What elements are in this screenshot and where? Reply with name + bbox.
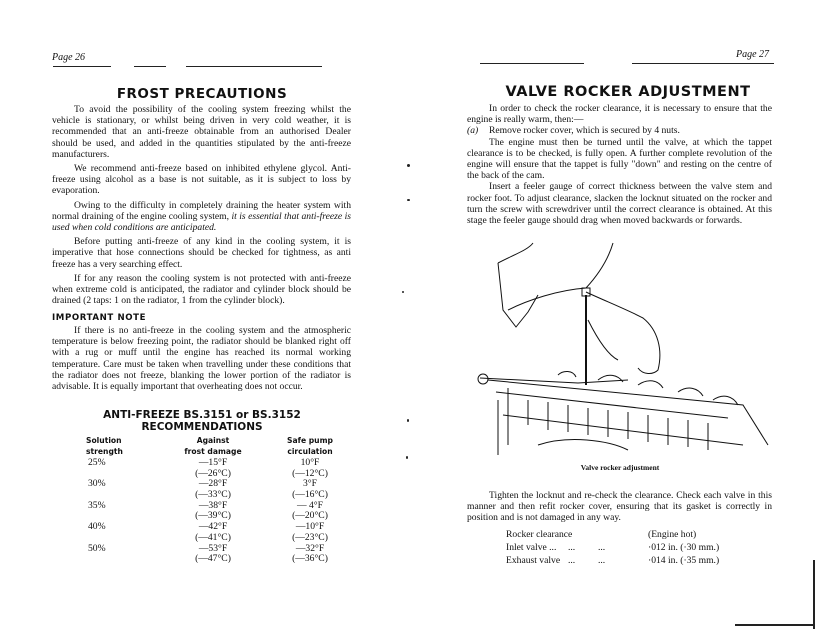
paragraph: In order to check the rocker clearance, it is necessary to ensure that the engine is really warm, then:—: [467, 103, 772, 126]
page-number: Page 27: [736, 49, 770, 60]
figure-caption: Valve rocker adjustment: [580, 463, 660, 472]
table-cell: 3°F: [303, 478, 317, 490]
table-cell: (—26°C): [195, 467, 231, 479]
table-cell: —32°F: [295, 542, 325, 554]
table-cell: 10°F: [300, 457, 320, 468]
table-cell: (—20°C): [292, 510, 328, 522]
binding-mark: [407, 419, 409, 422]
body-text: [52, 104, 351, 309]
paragraph: The engine must then be turned until the valve, at which the tappet clearance is to be checked, is fully open. A further complete revolution of the engine will ensure that the tappet is fully "down" and resting on the centre of the back of the cam.: [467, 136, 772, 182]
binding-mark: [402, 291, 404, 293]
emphasis-text: it is essential that anti-freeze is used when cold conditions are anticipated.: [52, 210, 352, 234]
paragraph: Tighten the locknut and re-check the clearance. Check each valve in this manner and then refit rocker cover, ensuring that its gasket is correctly in position and is not damaged in any way.: [467, 490, 772, 524]
column-frost-damage: [168, 435, 258, 565]
table-cell: —28°F: [198, 478, 228, 490]
column-header: Safe pump circulation: [287, 436, 333, 456]
table-cell: (—41°C): [195, 531, 231, 543]
column-solution-strength: [86, 435, 146, 565]
paragraph: If for any reason the cooling system is not protected with anti-freeze when extreme cold is anticipated, the radiator and cylinder block should be drained (2 taps: 1 on the radiator, 1 from the cylinder block).: [52, 272, 351, 307]
paragraph: Before putting anti-freeze of any kind in the cooling system, it is imperative that hose connections should be checked for tightness, as anti freeze has a very searching effect.: [52, 236, 351, 270]
left-page: [0, 0, 400, 629]
step-label: (a): [467, 125, 479, 137]
table-cell: (—39°C): [195, 510, 231, 522]
header-rule: [134, 66, 166, 67]
page-title: VALVE ROCKER ADJUSTMENT: [505, 84, 751, 100]
spec-heading: Rocker clearance: [506, 529, 573, 540]
table-cell: —53°F: [198, 542, 228, 554]
table-title: [52, 409, 352, 433]
spec-row: Exhaust valve ... ... ·014 in. (·35 mm.): [506, 554, 768, 567]
table-cell: —42°F: [198, 521, 228, 533]
spec-value: ·012 in. (·30 mm.): [648, 542, 720, 553]
rocker-clearance-spec: [506, 528, 768, 567]
header-rule: [632, 63, 774, 64]
table-cell: 50%: [88, 542, 106, 554]
valve-rocker-illustration: [468, 240, 773, 462]
page-number: Page 26: [52, 52, 86, 63]
spec-header: [506, 528, 768, 541]
spec-condition: (Engine hot): [648, 529, 697, 540]
step-a: [467, 125, 772, 136]
step-text: Remove rocker cover, which is secured by 4 nuts.: [489, 125, 680, 137]
table-cell: (—23°C): [292, 531, 328, 543]
binding-mark: [406, 456, 408, 459]
column-pump-circulation: [268, 435, 352, 565]
spec-value: ·014 in. (·35 mm.): [648, 555, 720, 566]
paragraph: If there is no anti-freeze in the cooling system and the atmospheric temperature is below freezing point, the radiator should be blanked right off with a rug or muff until the engine has reached its normal working temperature. Care must be taken when travelling under these conditions that the radiator does not freeze, blanking the lower portion of the radiator is advisable. It is equally important that overheating does not occur.: [52, 325, 351, 393]
paragraph-text: Owing to the difficulty in completely draining the heater system with normal draining of the engine cooling system,: [52, 199, 351, 222]
paragraph: We recommend anti-freeze based on inhibited ethylene glycol. Anti-freeze using alcohol as a base is not suitable, as it is subject to loss by evaporation.: [52, 163, 351, 197]
table-cell: 25%: [88, 457, 106, 468]
important-note: [52, 325, 351, 395]
table-cell: 40%: [88, 521, 106, 533]
table-cell: (—33°C): [195, 489, 231, 501]
right-page: [410, 0, 815, 629]
table-cell: (—47°C): [195, 553, 231, 565]
paragraph: Insert a feeler gauge of correct thickness between the valve stem and rocker foot. To adjust clearance, slacken the locknut situated on the rocker and turn the screw with screwdriver until the correct clearance is obtained. At this stage the feeler gauge should drag when moved backwards or forwards.: [467, 181, 772, 227]
column-header: Against frost damage: [184, 436, 242, 456]
body-text: [467, 103, 772, 229]
table-cell: (—16°C): [292, 489, 328, 501]
paragraph: To avoid the possibility of the cooling system freezing whilst the vehicle is stationary, or whilst being driven in very cold weather, it is recommended that an anti-freeze obtainable from an authorised Dealer should be used, and added in the quantities stipulated by the anti-freeze manufacturers.: [52, 104, 351, 160]
table-title-line: RECOMMENDATIONS: [141, 421, 263, 433]
page-title: FROST PRECAUTIONS: [116, 86, 288, 102]
spec-row: Inlet valve ... ... ... ·012 in. (·30 mm.): [506, 541, 768, 554]
table-title-line: ANTI-FREEZE BS.3151 or BS.3152: [103, 409, 301, 421]
important-note-heading: IMPORTANT NOTE: [52, 313, 147, 323]
table-cell: 30%: [88, 478, 106, 490]
header-rule: [480, 63, 584, 64]
spec-label: Exhaust valve: [506, 555, 561, 566]
table-cell: 35%: [88, 499, 106, 511]
table-cell: — 4°F: [297, 499, 323, 511]
table-cell: —15°F: [198, 457, 228, 468]
closing-text: [467, 490, 772, 527]
header-rule: [186, 66, 322, 67]
paragraph: [52, 200, 351, 234]
column-header: Solution strength: [86, 436, 123, 456]
table-cell: —38°F: [198, 499, 228, 511]
table-cell: —10°F: [295, 521, 325, 533]
table-cell: (—36°C): [292, 553, 328, 565]
spec-label: Inlet valve ...: [506, 542, 557, 553]
table-cell: (—12°C): [292, 467, 328, 479]
header-rule: [53, 66, 111, 67]
